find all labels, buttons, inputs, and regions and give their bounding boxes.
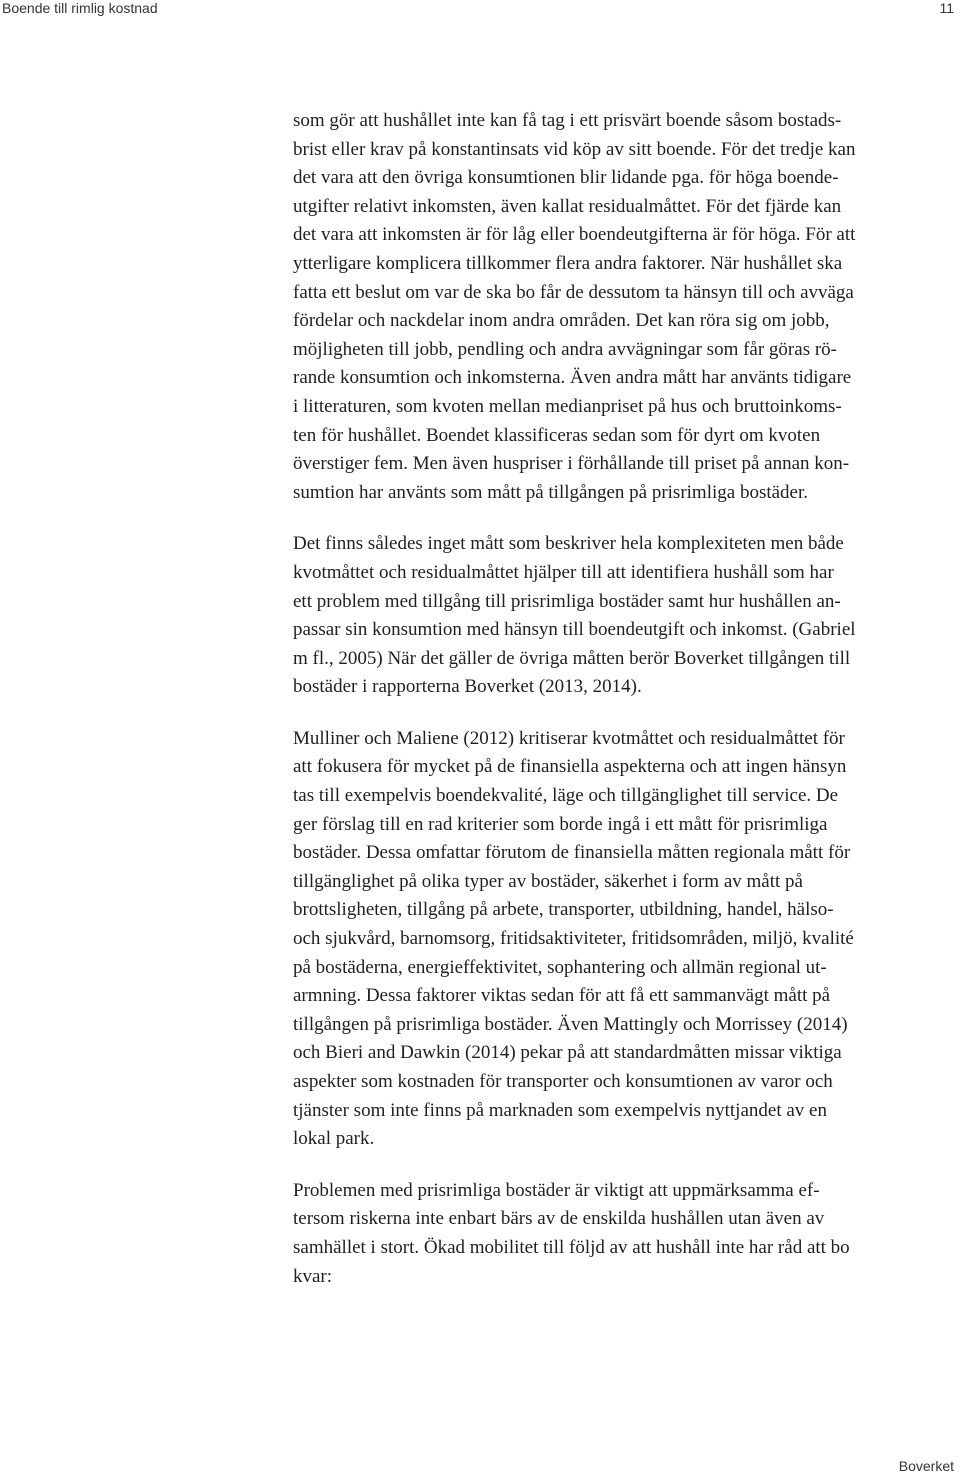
- text-line: som gör att hushållet inte kan få tag i ett prisvärt boende såsom bostads-: [293, 110, 842, 131]
- publisher-footer: Boverket: [898, 1458, 954, 1474]
- text-line: samhället i stort. Ökad mobilitet till följd av att hushåll inte har råd att bo: [293, 1236, 850, 1258]
- paragraph: [293, 530, 913, 702]
- text-line: tillgänglighet på olika typer av bostäder, säkerhet i form av mått på: [293, 870, 803, 892]
- text-line: ett problem med tillgång till prisrimliga bostäder samt hur hushållen an-: [293, 590, 841, 612]
- running-header: [0, 0, 960, 20]
- text-line: och sjukvård, barnomsorg, fritidsaktiviteter, fritidsområden, miljö, kvalité: [293, 928, 854, 950]
- paragraph: [293, 725, 913, 1154]
- text-line: tersom riskerna inte enbart bärs av de enskilda hushållen utan även av: [293, 1208, 825, 1230]
- text-line: Det finns således inget mått som beskriver hela komplexiteten men både: [293, 533, 844, 555]
- text-line: fördelar och nackdelar inom andra områden. Det kan röra sig om jobb,: [293, 310, 830, 332]
- text-line: möjligheten till jobb, pendling och andra avvägningar som får göras rö-: [293, 338, 837, 360]
- text-line: aspekter som kostnaden för transporter och konsumtionen av varor och: [293, 1071, 833, 1092]
- text-line: och Bieri and Dawkin (2014) pekar på att standardmåtten missar viktiga: [293, 1042, 842, 1064]
- text-line: tillgången på prisrimliga bostäder. Även Mattingly och Morrissey (2014): [293, 1013, 848, 1035]
- text-line: ten för hushållet. Boendet klassificeras sedan som för dyrt om kvoten: [293, 424, 821, 446]
- text-line: sumtion har använts som mått på tillgången på prisrimliga bostäder.: [293, 481, 809, 503]
- paragraph: [293, 107, 913, 507]
- text-line: m fl., 2005) När det gäller de övriga måtten berör Boverket tillgången till: [293, 647, 851, 669]
- text-line: det vara att inkomsten är för låg eller boendeutgifterna är för höga. För att: [293, 224, 856, 246]
- text-line: att fokusera för mycket på de finansiella aspekterna och att ingen hänsyn: [293, 756, 847, 778]
- text-line: tas till exempelvis boendekvalité, läge och tillgänglighet till service. De: [293, 785, 839, 807]
- text-line: bostäder i rapporterna Boverket (2013, 2014).: [293, 676, 642, 698]
- page-number: 11: [939, 0, 954, 16]
- text-line: ger förslag till en rad kriterier som borde ingå i ett mått för prisrimliga: [293, 813, 828, 835]
- document-title: Boende till rimlig kostnad: [2, 0, 158, 16]
- paragraph: [293, 1177, 913, 1291]
- text-line: tjänster som inte finns på marknaden som exempelvis nyttjandet av en: [293, 1099, 827, 1121]
- text-line: Problemen med prisrimliga bostäder är viktigt att uppmärksamma ef-: [293, 1179, 820, 1201]
- body-text: [293, 107, 913, 1291]
- text-line: ytterligare komplicera tillkommer flera andra faktorer. När hushållet ska: [293, 252, 843, 274]
- text-line: rande konsumtion och inkomsterna. Även andra mått har använts tidigare: [293, 367, 852, 389]
- text-line: kvar:: [293, 1265, 333, 1287]
- text-line: armning. Dessa faktorer viktas sedan för att få ett sammanvägt mått på: [293, 985, 831, 1007]
- text-line: passar sin konsumtion med hänsyn till boendeutgift och inkomst. (Gabriel: [293, 619, 856, 641]
- text-line: på bostäderna, energieffektivitet, sophantering och allmän regional ut-: [293, 956, 827, 978]
- text-line: Mulliner och Maliene (2012) kritiserar kvotmåttet och residualmåttet för: [293, 727, 845, 749]
- text-line: brottsligheten, tillgång på arbete, transporter, utbildning, handel, hälso-: [293, 899, 834, 921]
- text-line: utgifter relativt inkomsten, även kallat residualmåttet. För det fjärde kan: [293, 195, 842, 217]
- text-line: brist eller krav på konstantinsats vid köp av sitt boende. För det tredje kan: [293, 138, 856, 160]
- text-line: det vara att den övriga konsumtionen blir lidande pga. för höga boende-: [293, 167, 839, 189]
- text-line: överstiger fem. Men även huspriser i förhållande till priset på annan kon-: [293, 453, 850, 475]
- text-line: fatta ett beslut om var de ska bo får de dessutom ta hänsyn till och avväga: [293, 281, 854, 303]
- text-line: lokal park.: [293, 1128, 375, 1150]
- text-line: kvotmåttet och residualmåttet hjälper till att identifiera hushåll som har: [293, 561, 834, 583]
- text-line: i litteraturen, som kvoten mellan medianpriset på hus och bruttoinkoms-: [293, 395, 842, 417]
- text-line: bostäder. Dessa omfattar förutom de finansiella måtten regionala mått för: [293, 842, 851, 864]
